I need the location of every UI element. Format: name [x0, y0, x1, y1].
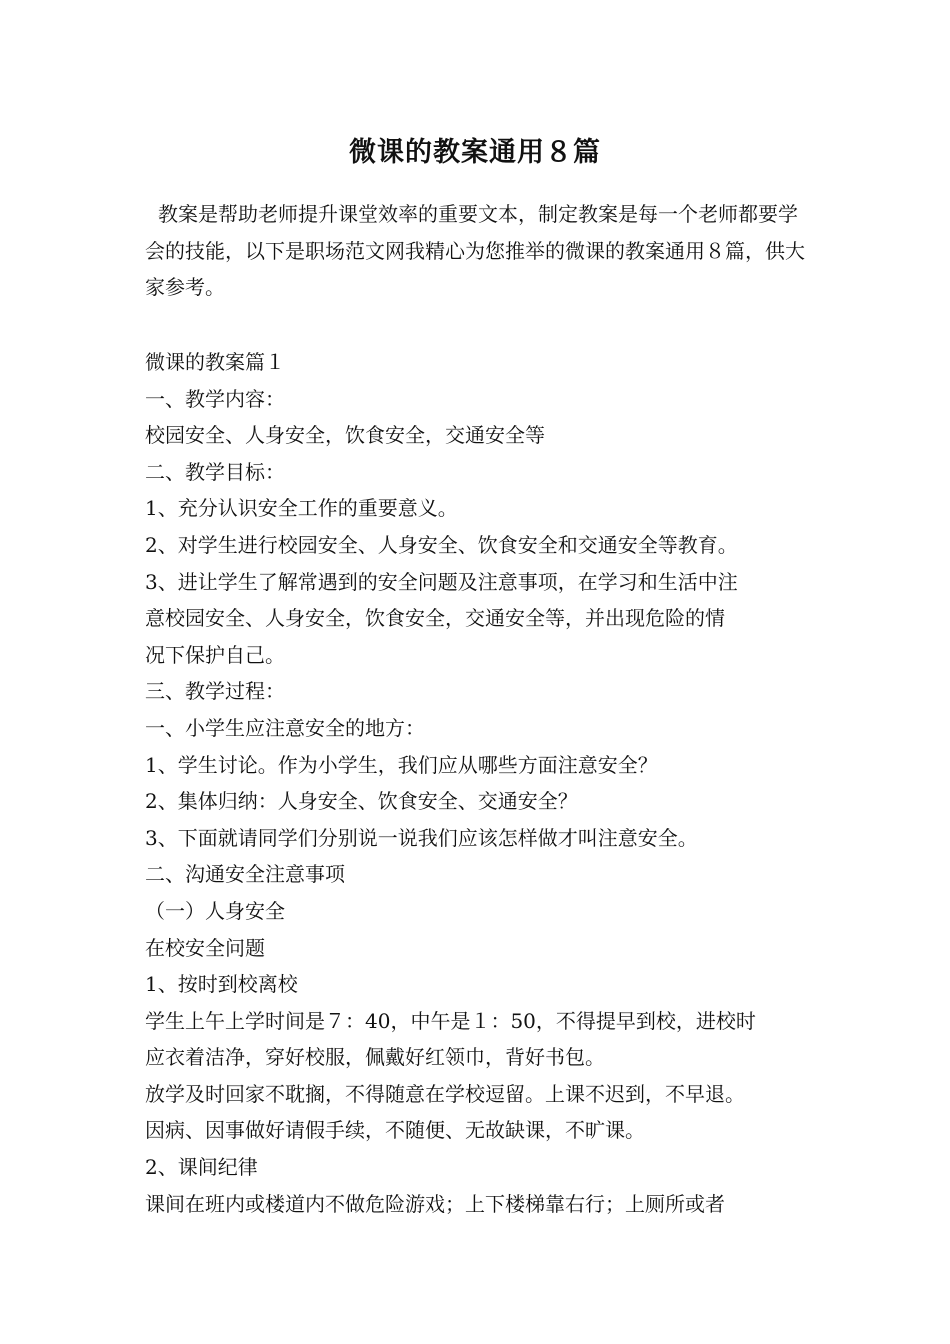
body-line: 校园安全、人身安全，饮食安全，交通安全等 [145, 423, 545, 448]
body-line: 3、进让学生了解常遇到的安全问题及注意事项，在学习和生活中注 [145, 569, 738, 594]
body-line: 在校安全问题 [145, 935, 265, 960]
body-line: 一、小学生应注意安全的地方： [145, 715, 425, 740]
body-line: 二、教学目标： [145, 459, 285, 484]
body-line: 3、下面就请同学们分别说一说我们应该怎样做才叫注意安全。 [145, 825, 698, 850]
body-line: 况下保护自己。 [145, 642, 285, 667]
intro-paragraph: 教案是帮助老师提升课堂效率的重要文本，制定教案是每一个老师都要学会的技能，以下是职场范文网我精心为您推举的微课的教案通用８篇，供大家参考。 [145, 202, 805, 299]
body-line: 二、沟通安全注意事项 [145, 862, 345, 887]
body-line: 微课的教案篇１ [145, 350, 285, 374]
body-line: 因病、因事做好请假手续，不随便、无故缺课，不旷课。 [145, 1118, 645, 1143]
body-line: 2、集体归纳：人身安全、饮食安全、交通安全？ [145, 789, 578, 814]
body-line: 2、对学生进行校园安全、人身安全、饮食安全和交通安全等教育。 [145, 532, 738, 557]
body-line: 1、学生讨论。作为小学生，我们应从哪些方面注意安全？ [145, 752, 658, 777]
body-line: 应衣着洁净，穿好校服，佩戴好红领巾，背好书包。 [145, 1045, 605, 1070]
body-line: 1、充分认识安全工作的重要意义。 [145, 496, 458, 521]
body-line: 三、教学过程： [145, 679, 285, 704]
body-line: 课间在班内或楼道内不做危险游戏；上下楼梯靠右行；上厕所或者 [145, 1191, 725, 1216]
body-lines [145, 344, 835, 1222]
document-title: 微课的教案通用８篇 [349, 137, 601, 168]
body-line: 2、课间纪律 [145, 1155, 258, 1180]
body-line: 意校园安全、人身安全，饮食安全，交通安全等，并出现危险的情 [145, 606, 725, 631]
body-line: （一）人身安全 [145, 898, 285, 923]
body-line: 1、按时到校离校 [145, 972, 298, 997]
body-line: 一、教学内容： [145, 386, 285, 411]
body-line: 学生上午上学时间是７：40，中午是１：50，不得提早到校，进校时 [145, 1008, 756, 1033]
body-line: 放学及时回家不耽搁，不得随意在学校逗留。上课不迟到，不早退。 [145, 1081, 745, 1106]
